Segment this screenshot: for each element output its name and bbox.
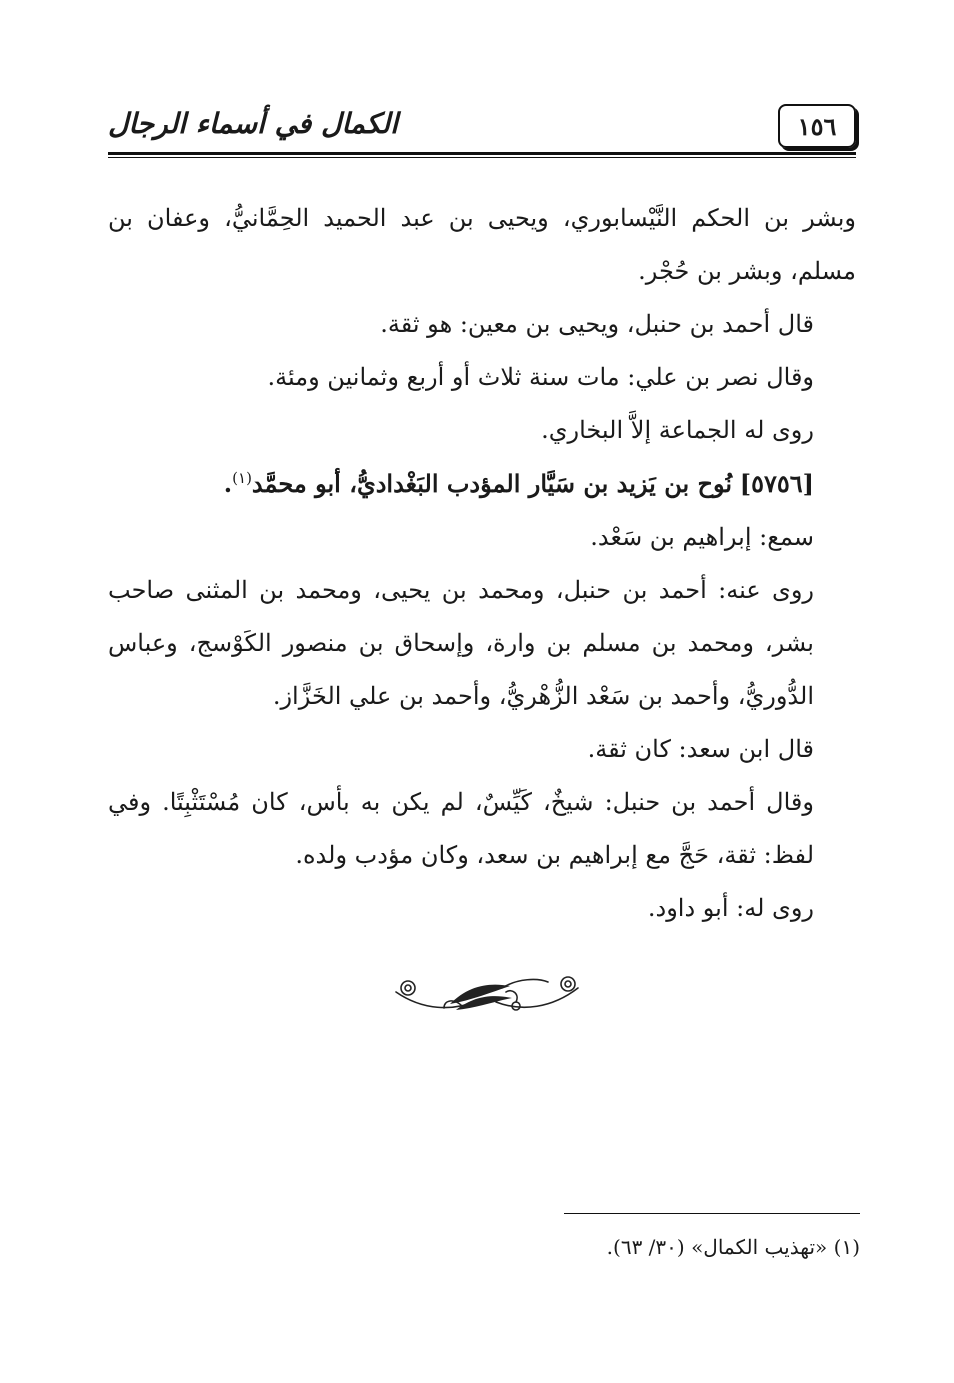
paragraph: روى له الجماعة إلاَّ البخاري. [541, 416, 814, 444]
page-number: ١٥٦ [778, 104, 856, 148]
paragraph: قال أحمد بن حنبل، ويحيى بن معين: هو ثقة. [380, 310, 814, 338]
paragraph: وقال نصر بن علي: مات سنة ثلاث أو أربع وثمانين ومئة. [267, 363, 814, 391]
paragraph: روى له: أبو داود. [647, 894, 814, 922]
paragraph: سمع: إبراهيم بن سَعْد. [590, 523, 814, 551]
entry-name: نُوح بن يَزيد بن سَيَّار المؤدب البَغْداديُّ، أبو محمَّد [251, 469, 733, 498]
footnotes [360, 1232, 860, 1262]
paragraph: قال ابن سعد: كان ثقة. [587, 735, 814, 763]
entry-heading [108, 457, 856, 511]
paragraph: وقال أحمد بن حنبل: شيخٌ، كَيِّسٌ، لم يكن به بأس، كان مُسْتَثْبِتًا. وفي لفظ: ثقة، حَجَّ مع إبراهيم بن سعد، وكان مؤدب ولده. [108, 788, 814, 869]
page-header [108, 98, 856, 156]
footnote-reference[interactable]: (١) [232, 469, 252, 487]
paragraph-continuation: وبشر بن الحكم النَّيْسابوري، ويحيى بن عبد الحميد الحِمَّانيُّ، وعفان بن مسلم، وبشر بن حُجْر. [108, 204, 857, 285]
ornament-divider [392, 966, 582, 1022]
header-rule [108, 152, 856, 155]
running-title: الكمال في أسماء الرجال [108, 106, 398, 140]
entry-end: . [223, 469, 233, 498]
paragraph: روى عنه: أحمد بن حنبل، ومحمد بن يحيى، ومحمد بن المثنى صاحب بشر، ومحمد بن مسلم بن وارة، وإسحاق بن منصور الكَوْسج، وعباس الدُّوريُّ، وأحمد بن سَعْد الزُّهْريُّ، وأحمد بن علي الخَزَّاز. [108, 576, 814, 710]
entry-number: [٥٧٥٦] [739, 469, 814, 498]
footnote-item: (١) «تهذيب الكمال» (٣٠/ ٦٣). [606, 1235, 860, 1259]
main-text [108, 192, 856, 935]
header-rule-thin [108, 157, 856, 158]
footnote-rule [564, 1213, 860, 1214]
